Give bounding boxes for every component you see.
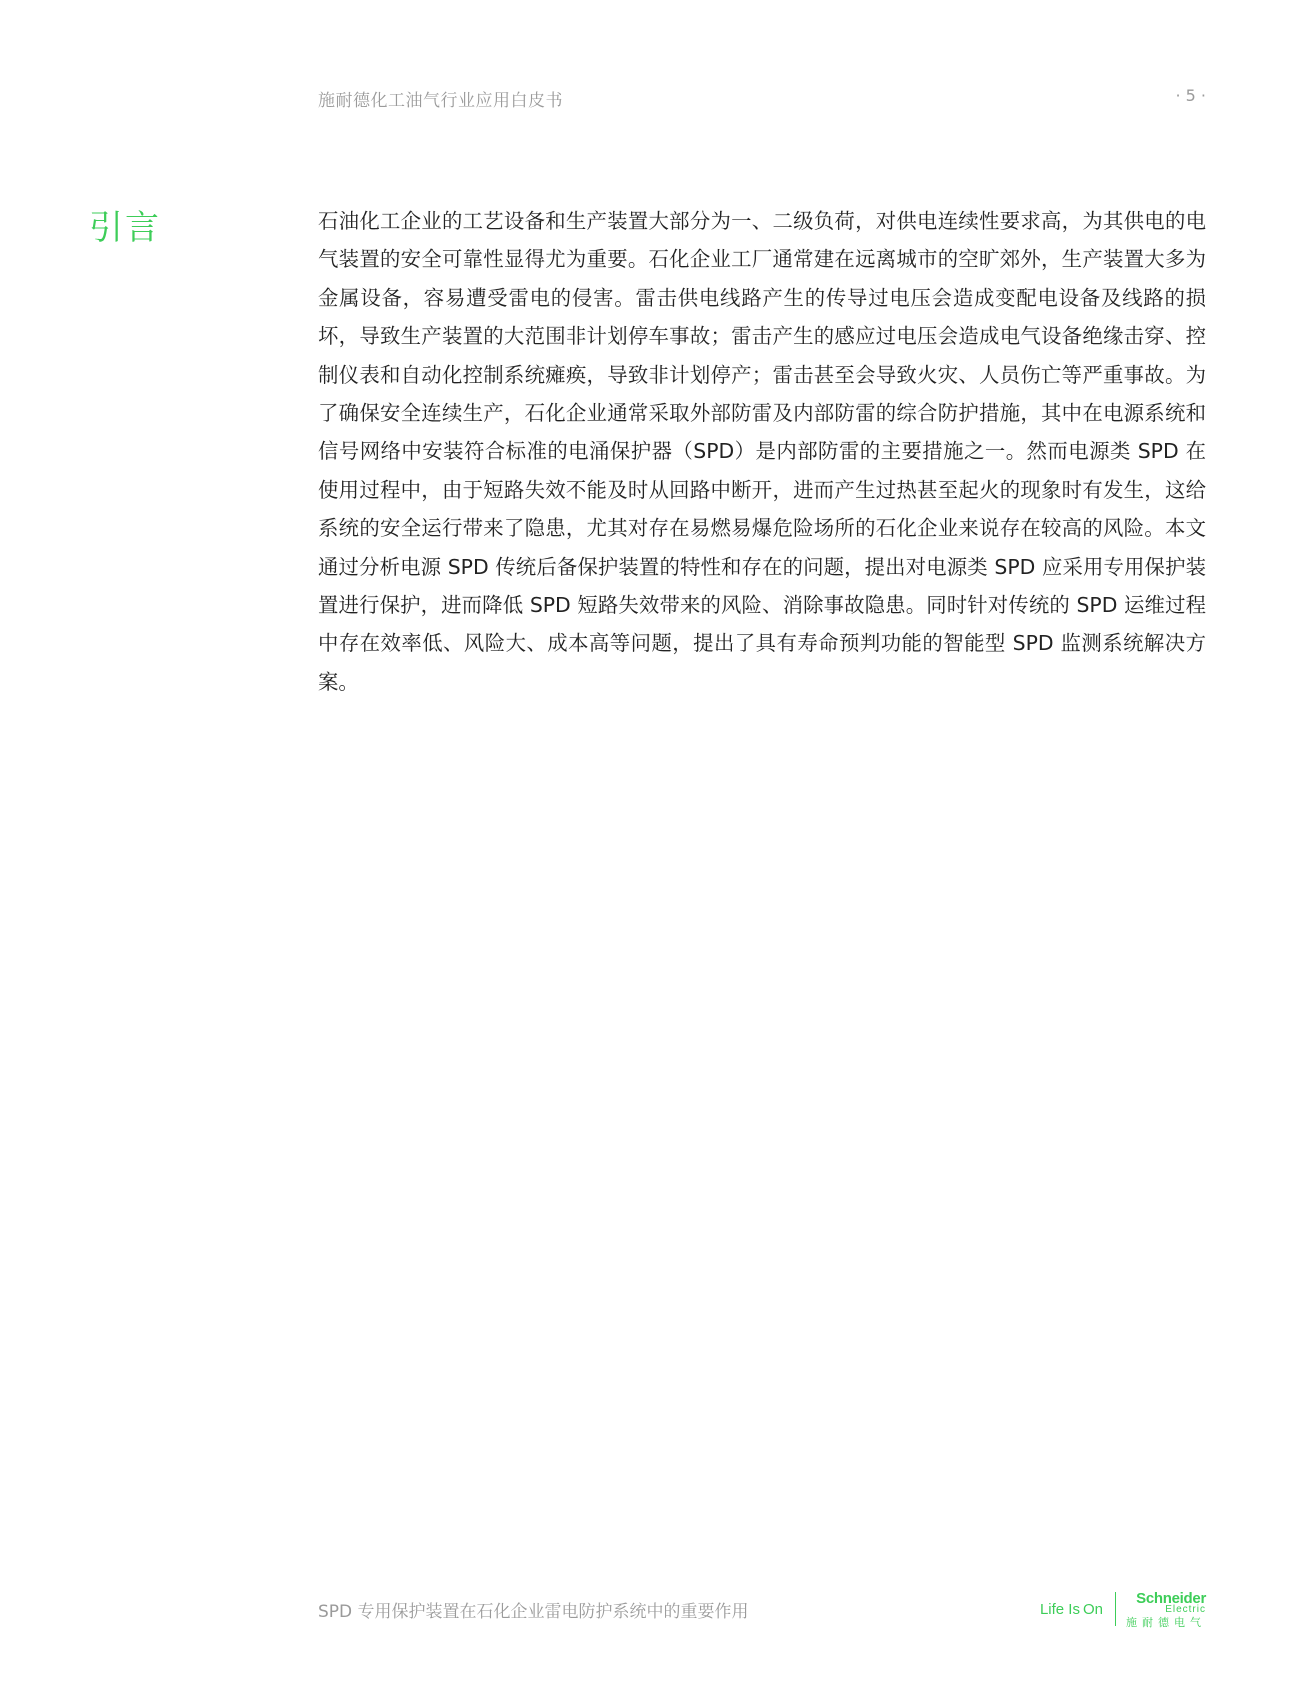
page-number: · 5 ·: [1175, 86, 1206, 105]
intro-paragraph: 石油化工企业的工艺设备和生产装置大部分为一、二级负荷，对供电连续性要求高，为其供电的电气装置的安全可靠性显得尤为重要。石化企业工厂通常建在远离城市的空旷郊外，生产装置大多为金属设备，容易遭受雷电的侵害。雷击供电线路产生的传导过电压会造成变配电设备及线路的损坏，导致生产装置的大范围非计划停车事故；雷击产生的感应过电压会造成电气设备绝缘击穿、控制仪表和自动化控制系统瘫痪，导致非计划停产；雷击甚至会导致火灾、人员伤亡等严重事故。为了确保安全连续生产，石化企业通常采取外部防雷及内部防雷的综合防护措施，其中在电源系统和信号网络中安装符合标准的电涌保护器（SPD）是内部防雷的主要措施之一。然而电源类 SPD 在使用过程中，由于短路失效不能及时从回路中断开，进而产生过热甚至起火的现象时有发生，这给系统的安全运行带来了隐患，尤其对存在易燃易爆危险场所的石化企业来说存在较高的风险。本文通过分析电源 SPD 传统后备保护装置的特性和存在的问题，提出对电源类 SPD 应采用专用保护装置进行保护，进而降低 SPD 短路失效带来的风险、消除事故隐患。同时针对传统的 SPD 运维过程中存在效率低、风险大、成本高等问题，提出了具有寿命预判功能的智能型 SPD 监测系统解决方案。: [318, 209, 1206, 694]
tagline-on: On: [1082, 1600, 1103, 1618]
tagline-text: Life Is: [1039, 1600, 1080, 1618]
running-footer-title: SPD 专用保护装置在石化企业雷电防护系统中的重要作用: [318, 1602, 749, 1622]
brand-divider: [1115, 1592, 1116, 1626]
schneider-electric-logo: [1126, 1591, 1206, 1628]
section-heading: 引言: [89, 208, 161, 248]
logo-wordmark: Schneider: [1136, 1589, 1206, 1607]
logo-subline: Electric: [1165, 1603, 1206, 1615]
brand-lockup: [1040, 1590, 1206, 1628]
running-header-title: 施耐德化工油气行业应用白皮书: [318, 91, 563, 111]
logo-chinese-name: 施耐德电气: [1126, 1615, 1206, 1629]
life-is-on-tagline: [1040, 1601, 1103, 1618]
